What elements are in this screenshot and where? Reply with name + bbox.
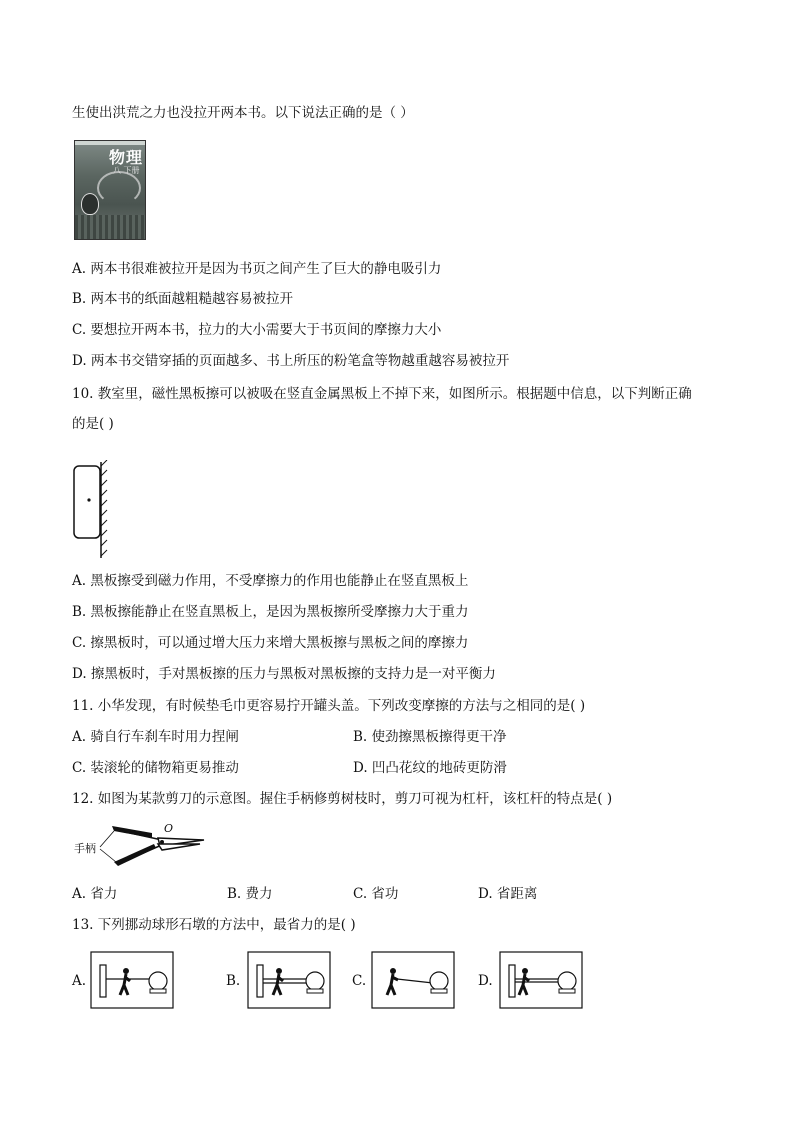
q9-option-d: D. 两本书交错穿插的页面越多、书上所压的粉笔盒等物越重越容易被拉开 [72, 353, 510, 369]
q9-stem-tail: 生使出洪荒之力也没拉开两本书。以下说法正确的是（ ） [72, 105, 414, 121]
q11-option-c: C. 装滚轮的储物箱更易推动 [72, 760, 239, 776]
scissors-blades [158, 838, 204, 850]
q12-option-c: C. 省功 [353, 886, 399, 902]
q10-stem-line2: 的是( ) [72, 416, 114, 432]
q13-figure-b [247, 951, 331, 1009]
q11-option-b: B. 使劲擦黑板擦得更干净 [353, 729, 507, 745]
post-shape [257, 965, 263, 997]
q9-option-b: B. 两本书的纸面越粗糙越容易被拉开 [72, 291, 294, 307]
pivot-label: O [164, 822, 174, 835]
q13-figure-d [499, 951, 583, 1009]
q12-option-a: A. 省力 [72, 886, 118, 902]
hot-air-balloon-picture [81, 193, 99, 215]
q13-stem: 13. 下列挪动球形石墩的方法中，最省力的是( ) [72, 917, 356, 933]
q13-option-a-label: A. [72, 973, 87, 989]
q12-stem: 12. 如图为某款剪刀的示意图。握住手柄修剪树枝时，剪刀可视为杠杆，该杠杆的特点是( ) [72, 791, 613, 807]
q13-option-d-label: D. [478, 973, 493, 989]
q11-option-a: A. 骑自行车刹车时用力捏闸 [72, 729, 239, 745]
scissors-figure [72, 818, 212, 870]
book-cover-ground-decoration [75, 215, 145, 239]
stone-ball [558, 972, 576, 990]
metal-board-wall [101, 460, 107, 558]
physics-book-cover-image [74, 140, 146, 240]
handle-label-pointer-upper [100, 831, 114, 847]
blackboard-eraser-figure [70, 460, 120, 560]
scissors-pivot-point [160, 840, 164, 844]
q10-option-a: A. 黑板擦受到磁力作用，不受摩擦力的作用也能静止在竖直黑板上 [72, 573, 469, 589]
q9-option-c: C. 要想拉开两本书，拉力的大小需要大于书页间的摩擦力大小 [72, 322, 442, 338]
eraser-center-dot [87, 498, 90, 501]
q11-stem: 11. 小华发现，有时候垫毛巾更容易拧开罐头盖。下列改变摩擦的方法与之相同的是( ) [72, 698, 586, 714]
book-cover-subtitle: 八 下册 [113, 166, 140, 175]
q12-option-b: B. 费力 [227, 886, 273, 902]
post-shape [509, 965, 515, 997]
handle-label: 手柄 [74, 842, 96, 855]
q13-figure-c [371, 951, 455, 1009]
book-cover-title: 物理 [109, 148, 144, 167]
q13-option-b-label: B. [226, 973, 241, 989]
q10-option-d: D. 擦黑板时，手对黑板擦的压力与黑板对黑板擦的支持力是一对平衡力 [72, 666, 496, 682]
handle-label-pointer-lower [100, 849, 116, 862]
q11-option-d: D. 凹凸花纹的地砖更防滑 [353, 760, 507, 776]
book-cover-arc-decoration [97, 171, 141, 205]
stone-ball [149, 972, 167, 990]
q10-option-c: C. 擦黑板时，可以通过增大压力来增大黑板擦与黑板之间的摩擦力 [72, 635, 469, 651]
q9-option-a: A. 两本书很难被拉开是因为书页之间产生了巨大的静电吸引力 [72, 261, 442, 277]
eraser-shape [74, 466, 100, 538]
q13-option-c-label: C. [352, 973, 367, 989]
q10-option-b: B. 黑板擦能静止在竖直黑板上，是因为黑板擦所受摩擦力大于重力 [72, 604, 469, 620]
stone-ball [306, 972, 324, 990]
post-shape [100, 965, 106, 997]
scissors-handles [112, 826, 164, 866]
q13-figure-a [90, 951, 174, 1009]
q12-option-d: D. 省距离 [478, 886, 538, 902]
stone-ball [430, 972, 448, 990]
q10-stem-line1: 10. 教室里，磁性黑板擦可以被吸在竖直金属黑板上不掉下来，如图所示。根据题中信息，以下判断正确 [72, 386, 692, 402]
